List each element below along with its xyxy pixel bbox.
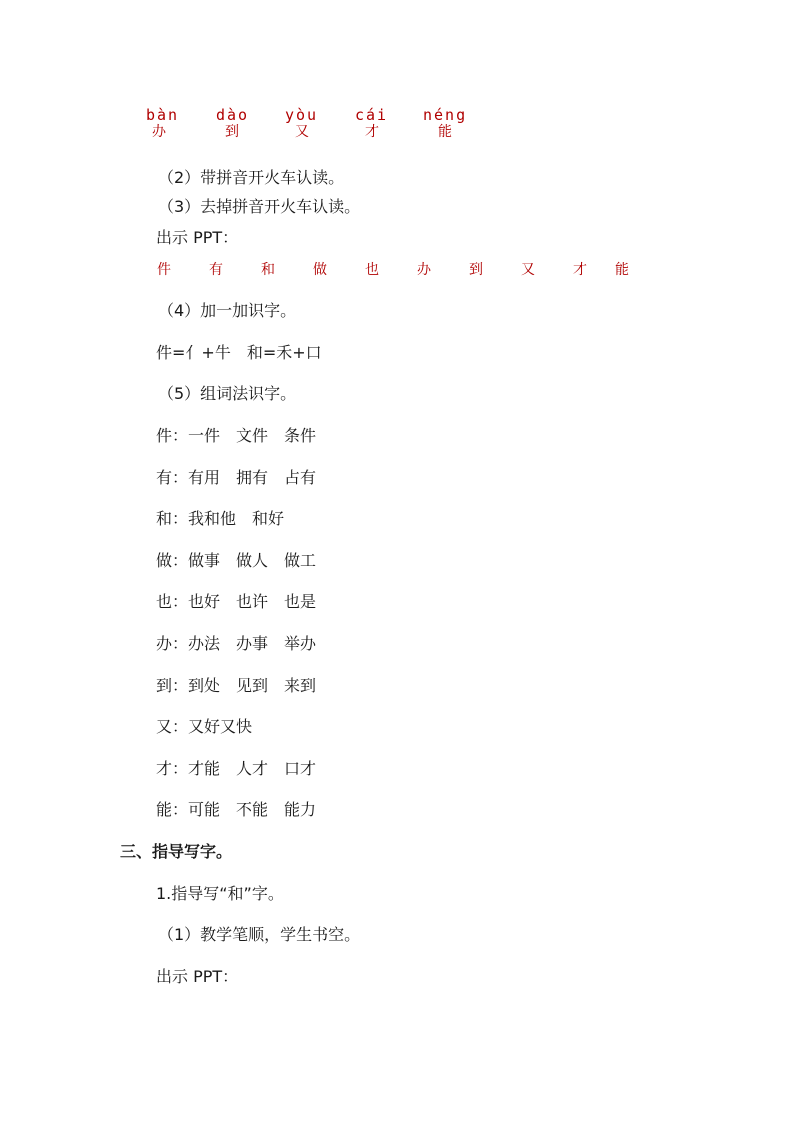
word-group-item: 件：一件 文件 条件 [156, 426, 317, 445]
subsection-1-step-1: （1）教学笔顺，学生书空。 [158, 925, 361, 944]
char-row-item: 能 [615, 262, 629, 278]
step-5: （5）组词法识字。 [158, 384, 297, 403]
word-group-item: 到：到处 见到 来到 [156, 676, 317, 695]
char-row-item: 也 [365, 262, 379, 278]
char-row-item: 和 [261, 262, 275, 278]
step-3: （3）去掉拼音开火车认读。 [158, 197, 361, 216]
char-cai: 才 [365, 124, 379, 140]
ppt-label-2: 出示 PPT： [156, 967, 239, 986]
char-row-item: 件 [157, 262, 171, 278]
formula: 件=亻+牛 和=禾+口 [156, 343, 322, 362]
word-group-item: 办：办法 办事 举办 [156, 634, 317, 653]
char-row-item: 有 [209, 262, 223, 278]
pinyin-dao: dào [216, 106, 250, 124]
char-row-item: 到 [469, 262, 483, 278]
word-group-item: 又：又好又快 [156, 717, 253, 736]
word-group-item: 有：有用 拥有 占有 [156, 468, 317, 487]
char-ban: 办 [152, 124, 166, 140]
step-2: （2）带拼音开火车认读。 [158, 168, 345, 187]
pinyin-ban: bàn [146, 106, 180, 124]
word-group-item: 才：才能 人才 口才 [156, 759, 317, 778]
section-3-heading: 三、指导写字。 [120, 842, 233, 861]
char-row-item: 做 [313, 262, 327, 278]
word-group-item: 能：可能 不能 能力 [156, 800, 317, 819]
word-group-item: 和：我和他 和好 [156, 509, 285, 528]
pinyin-cai: cái [355, 106, 389, 124]
word-group-item: 也：也好 也许 也是 [156, 592, 317, 611]
char-you: 又 [295, 124, 309, 140]
char-row-item: 办 [417, 262, 431, 278]
pinyin-you: yòu [285, 106, 319, 124]
char-neng: 能 [438, 124, 452, 140]
ppt-label-1: 出示 PPT： [156, 228, 239, 247]
subsection-1: 1.指导写“和”字。 [156, 884, 284, 903]
char-dao: 到 [225, 124, 239, 140]
word-group-item: 做：做事 做人 做工 [156, 551, 317, 570]
char-row-item: 又 [521, 262, 535, 278]
step-4: （4）加一加识字。 [158, 301, 297, 320]
char-row-item: 才 [573, 262, 587, 278]
pinyin-neng: néng [423, 106, 468, 124]
